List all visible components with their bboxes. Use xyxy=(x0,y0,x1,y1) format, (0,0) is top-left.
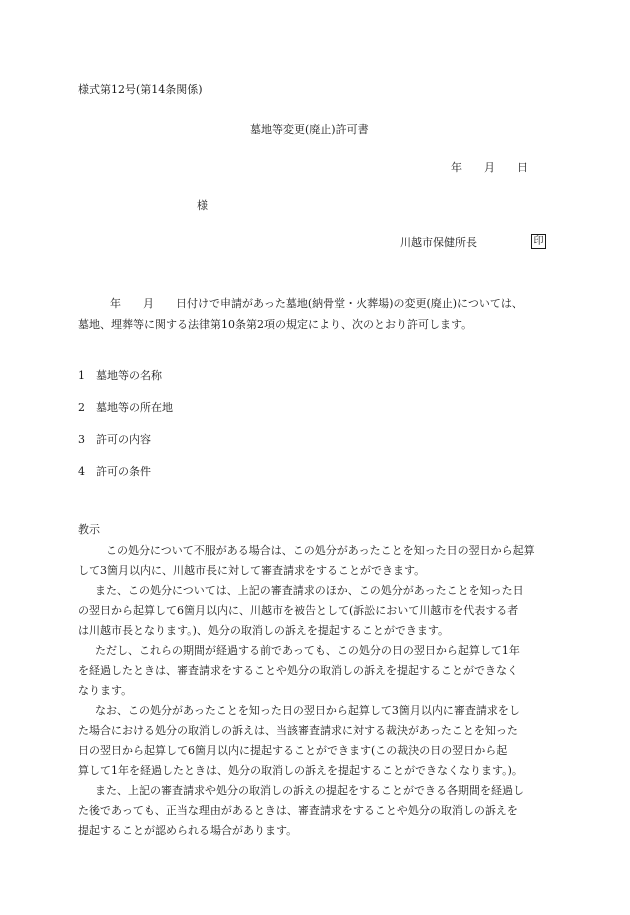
addressee-suffix: 様 xyxy=(197,199,208,212)
document-title: 墓地等変更(廃止)許可書 xyxy=(250,123,369,136)
notice-body xyxy=(78,541,556,841)
date-line xyxy=(451,162,528,173)
notice-line: ただし、これらの期間が経過する前であっても、この処分の日の翌日から起算して1年 xyxy=(95,644,520,657)
notice-heading: 教示 xyxy=(78,523,100,536)
notice-paragraph xyxy=(78,581,556,641)
item-number: 4 xyxy=(78,465,85,478)
notice-paragraph xyxy=(78,781,556,841)
list-item xyxy=(78,401,173,433)
issuer-name: 川越市保健所長 xyxy=(400,236,477,249)
list-item xyxy=(78,369,173,401)
list-item xyxy=(78,465,173,497)
date-day-label: 日 xyxy=(517,161,528,174)
item-label: 墓地等の所在地 xyxy=(96,401,173,414)
item-label: 許可の条件 xyxy=(96,465,151,478)
notice-line: 日の翌日から起算して6箇月以内に提起することができます(この裁決の日の翌日から起 xyxy=(78,744,508,757)
notice-line: なります。 xyxy=(78,684,133,697)
item-number: 2 xyxy=(78,401,85,414)
notice-line: は川越市長となります。)、処分の取消しの訴えを提起することができます。 xyxy=(78,624,450,637)
notice-line: た後であっても、正当な理由があるときは、審査請求をすることや処分の取消しの訴えを xyxy=(78,804,518,817)
notice-line: た場合における処分の取消しの訴えは、当該審査請求に対する裁決があったことを知った xyxy=(78,724,518,737)
notice-line: 提起することが認められる場合があります。 xyxy=(78,824,298,837)
notice-line: 算して1年を経過したときは、処分の取消しの訴えを提起することができなくなります。)。 xyxy=(78,764,523,777)
notice-line: この処分について不服がある場合は、この処分があったことを知った日の翌日から起算 xyxy=(106,544,535,557)
notice-line: して3箇月以内に、川越市長に対して審査請求をすることができます。 xyxy=(78,564,426,577)
notice-line: また、上記の審査請求や処分の取消しの訴えの提起をすることができる各期間を経過し xyxy=(95,784,524,797)
statement-line: 年 月 日付けで申請があった墓地(納骨堂・火葬場)の変更(廃止)については、 xyxy=(110,297,523,310)
item-label: 墓地等の名称 xyxy=(96,369,162,382)
date-month-label: 月 xyxy=(484,161,495,174)
notice-paragraph xyxy=(78,541,556,581)
item-label: 許可の内容 xyxy=(96,433,151,446)
seal-stamp: 印 xyxy=(531,234,546,249)
item-number: 3 xyxy=(78,433,85,446)
notice-line: の翌日から起算して6箇月以内に、川越市を被告として(訴訟において川越市を代表する者 xyxy=(78,604,519,617)
permission-statement xyxy=(78,293,558,335)
item-number: 1 xyxy=(78,369,85,382)
notice-line: を経過したときは、審査請求をすることや処分の取消しの訴えを提起することができなく xyxy=(78,664,518,677)
list-item xyxy=(78,433,173,465)
statement-line: 墓地、埋葬等に関する法律第10条第2項の規定により、次のとおり許可します。 xyxy=(78,318,473,331)
date-year-label: 年 xyxy=(451,161,462,174)
notice-paragraph xyxy=(78,701,556,781)
notice-line: なお、この処分があったことを知った日の翌日から起算して3箇月以内に審査請求をし xyxy=(95,704,520,717)
item-list xyxy=(78,369,173,497)
form-number: 様式第12号(第14条関係) xyxy=(78,83,203,96)
notice-paragraph xyxy=(78,641,556,701)
notice-line: また、この処分については、上記の審査請求のほか、この処分があったことを知った日 xyxy=(95,584,524,597)
